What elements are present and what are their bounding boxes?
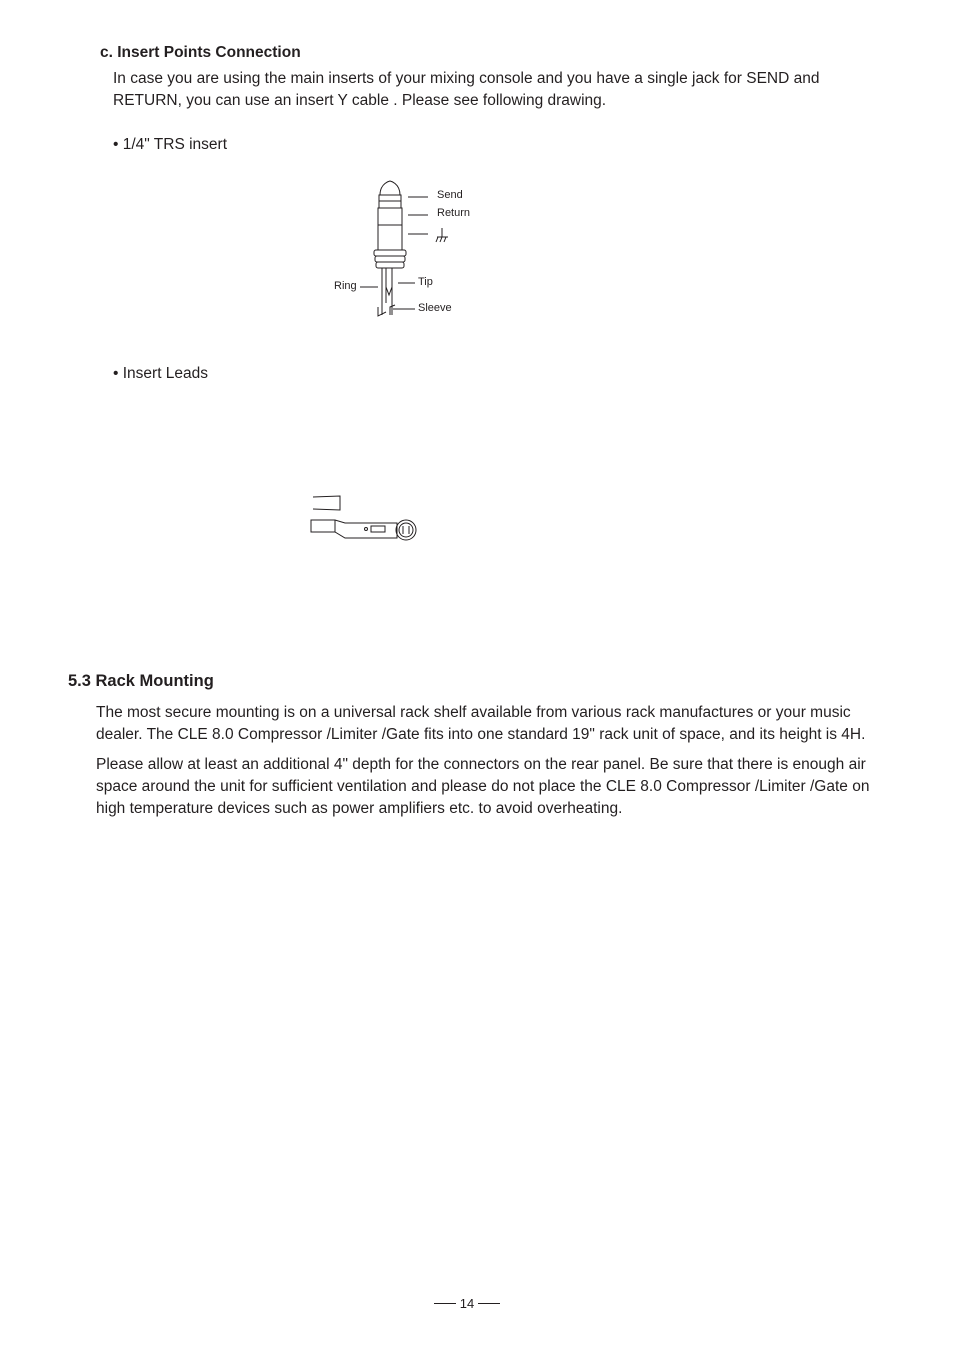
ground-icon — [436, 228, 450, 244]
rack-paragraph-2 — [96, 754, 869, 820]
insert-paragraph-line: RETURN, you can use an insert Y cable . Please see following drawing. — [113, 92, 607, 109]
section-heading-rack: 5.3 Rack Mounting — [68, 672, 214, 690]
section-heading-insert: c. Insert Points Connection — [100, 44, 301, 61]
page-number-footer — [432, 1294, 502, 1312]
rack-paragraph-1 — [96, 702, 865, 746]
insert-paragraph-line: In case you are using the main inserts of your mixing console and you have a single jack for SEND and — [113, 70, 820, 87]
bullet-insert-leads: • Insert Leads — [113, 365, 209, 382]
rack-paragraph-line: dealer. The CLE 8.0 Compressor /Limiter /Gate fits into one standard 19" rack unit of space, and its height is 4H. — [96, 726, 866, 743]
label-send: Send — [437, 189, 463, 201]
label-ring: Ring — [334, 280, 357, 292]
rack-paragraph-line: space around the unit for sufficient ventilation and please do not place the CLE 8.0 Compressor /Limiter /Gate on — [96, 778, 870, 795]
insert-paragraph — [113, 68, 820, 112]
trs-jack-drawing — [320, 175, 500, 325]
trs-jack-diagram — [320, 175, 500, 325]
label-sleeve: Sleeve — [418, 302, 452, 314]
label-tip: Tip — [418, 276, 433, 288]
footer-rule-left — [434, 1303, 456, 1304]
rack-paragraph-line: The most secure mounting is on a universal rack shelf available from various rack manufactures or your music — [96, 704, 851, 721]
insert-lead-diagram — [305, 490, 425, 550]
bullet-trs-insert: • 1/4" TRS insert — [113, 136, 228, 153]
rack-paragraph-line: Please allow at least an additional 4" depth for the connectors on the rear panel. Be sure that there is enough air — [96, 756, 866, 773]
rack-paragraph-line: high temperature devices such as power amplifiers etc. to avoid overheating. — [96, 800, 623, 817]
label-return: Return — [437, 207, 471, 219]
footer-rule-right — [478, 1303, 500, 1304]
page-number: 14 — [459, 1295, 475, 1311]
xlr-connector-drawing — [305, 490, 425, 550]
